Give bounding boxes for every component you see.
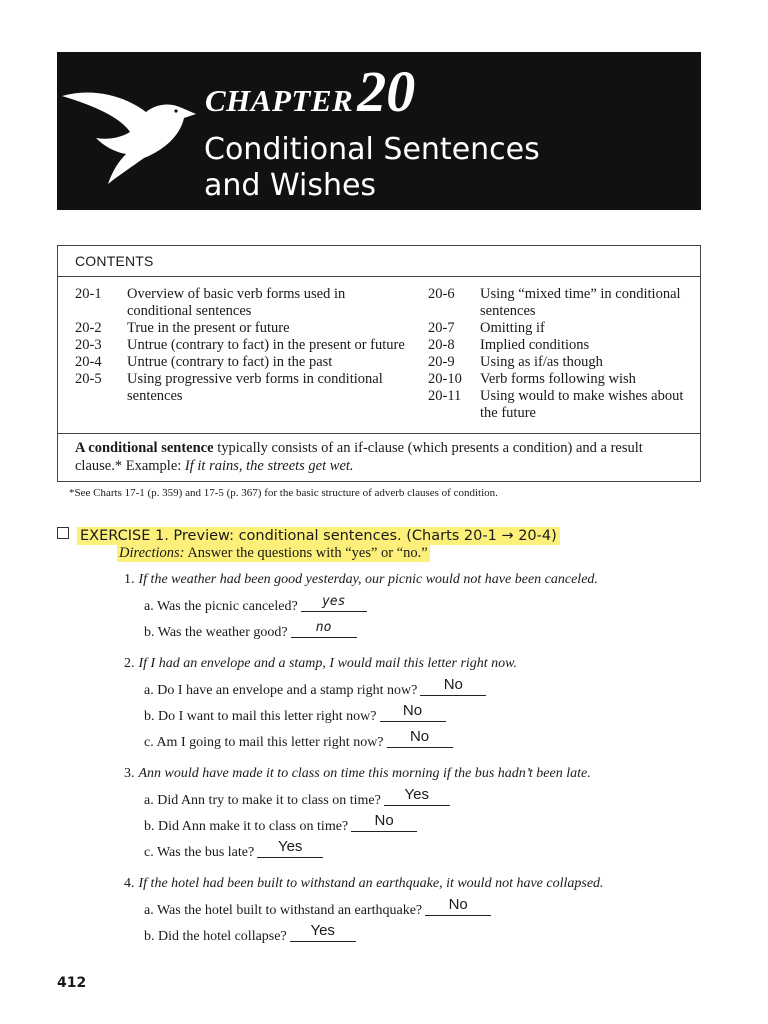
answer-value: Yes — [310, 922, 335, 939]
toc-text: Using “mixed time” in conditional sentences — [480, 286, 681, 319]
question-number: 4. — [124, 876, 135, 891]
question-number: 1. — [124, 572, 135, 587]
toc-text: Using progressive verb forms in conditional sentences — [127, 371, 383, 404]
answer-blank[interactable] — [420, 676, 486, 696]
toc-item — [428, 337, 698, 354]
answer-row — [144, 594, 367, 615]
chapter-word: CHAPTER — [205, 83, 354, 118]
toc-text: Using would to make wishes about the future — [480, 388, 684, 421]
toc-number: 20-3 — [75, 337, 102, 353]
toc-number: 20-6 — [428, 286, 455, 302]
definition-divider — [58, 433, 700, 434]
question-2 — [124, 656, 517, 672]
toc-text: Omitting if — [480, 320, 545, 336]
answer-value: No — [374, 812, 394, 829]
toc-item — [428, 286, 698, 320]
answer-blank[interactable] — [290, 922, 356, 942]
chapter-title-line1: Conditional Sentences — [204, 132, 540, 167]
toc-number: 20-7 — [428, 320, 455, 336]
definition-body: typically consists of an if-clause (which presents a condition) and a result clause.* Example: — [75, 440, 643, 474]
definition-example: If it rains, the streets get wet. — [184, 458, 354, 474]
footnote: *See Charts 17-1 (p. 359) and 17-5 (p. 367) for the basic structure of adverb clauses of condition. — [69, 487, 498, 499]
answer-label: c. Am I going to mail this letter right now? — [144, 735, 384, 750]
answer-blank[interactable] — [384, 786, 450, 806]
toc-text: Untrue (contrary to fact) in the past — [127, 354, 333, 370]
toc-number: 20-4 — [75, 354, 102, 370]
question-4 — [124, 876, 604, 892]
question-text: If I had an envelope and a stamp, I would mail this letter right now. — [138, 656, 517, 671]
question-3 — [124, 766, 591, 782]
exercise-title: EXERCISE 1. Preview: conditional sentences. (Charts 20-1 → 20-4) — [77, 527, 560, 545]
answer-value: Yes — [404, 786, 430, 803]
answer-value: No — [409, 728, 430, 745]
toc-item — [75, 371, 405, 405]
answer-value: no — [315, 620, 332, 635]
directions-label: Directions: — [119, 545, 185, 561]
definition-text — [75, 439, 685, 475]
question-text: Ann would have made it to class on time this morning if the bus hadn’t been late. — [138, 766, 591, 781]
answer-blank[interactable] — [351, 812, 417, 832]
toc-item — [75, 337, 405, 354]
contents-heading: CONTENTS — [75, 253, 154, 269]
toc-text: Untrue (contrary to fact) in the present or future — [127, 337, 405, 353]
answer-blank[interactable] — [425, 896, 491, 916]
toc-number: 20-11 — [428, 388, 462, 404]
answer-value: Yes — [277, 838, 303, 855]
toc-item — [428, 371, 698, 388]
toc-item — [428, 354, 698, 371]
answer-label: a. Was the hotel built to withstand an earthquake? — [144, 903, 423, 918]
toc-number: 20-10 — [428, 371, 462, 387]
answer-row — [144, 702, 446, 725]
answer-row — [144, 922, 356, 945]
answer-row — [144, 676, 486, 699]
chapter-label — [205, 58, 415, 125]
toc-item — [75, 286, 405, 320]
question-number: 2. — [124, 656, 135, 671]
answer-label: a. Do I have an envelope and a stamp right now? — [144, 683, 418, 698]
answer-label: c. Was the bus late? — [144, 845, 255, 860]
toc-text: Implied conditions — [480, 337, 590, 353]
toc-number: 20-1 — [75, 286, 102, 302]
answer-row — [144, 728, 453, 751]
answer-label: a. Was the picnic canceled? — [144, 599, 298, 614]
definition-term: A conditional sentence — [75, 440, 214, 456]
question-text: If the weather had been good yesterday, our picnic would not have been canceled. — [138, 572, 598, 587]
page-number: 412 — [57, 975, 87, 991]
chapter-title-line2: and Wishes — [204, 168, 377, 203]
answer-row — [144, 812, 417, 835]
toc-item — [428, 320, 698, 337]
answer-row — [144, 786, 450, 809]
answer-blank[interactable] — [301, 594, 367, 612]
toc-number: 20-9 — [428, 354, 455, 370]
chapter-number: 20 — [357, 59, 416, 124]
toc-text: Overview of basic verb forms used in conditional sentences — [127, 286, 346, 319]
question-text: If the hotel had been built to withstand an earthquake, it would not have collapsed. — [138, 876, 604, 891]
contents-box — [57, 245, 701, 482]
answer-blank[interactable] — [257, 838, 323, 858]
exercise-checkbox[interactable] — [57, 527, 69, 539]
toc-text: Using as if/as though — [480, 354, 603, 370]
toc-left-column — [75, 286, 405, 405]
toc-text: Verb forms following wish — [480, 371, 636, 387]
answer-label: b. Did the hotel collapse? — [144, 929, 287, 944]
answer-label: b. Was the weather good? — [144, 625, 288, 640]
bird-logo-icon — [60, 86, 200, 186]
contents-header — [58, 246, 700, 277]
toc-number: 20-8 — [428, 337, 455, 353]
answer-value: No — [402, 702, 423, 719]
chapter-title — [204, 132, 540, 204]
exercise-header — [57, 527, 560, 545]
answer-row — [144, 896, 491, 919]
answer-label: b. Do I want to mail this letter right now? — [144, 709, 377, 724]
toc-item — [428, 388, 698, 422]
answer-value: yes — [321, 594, 346, 609]
toc-number: 20-2 — [75, 320, 102, 336]
answer-row — [144, 620, 357, 641]
answer-value: No — [443, 676, 463, 693]
answer-label: a. Did Ann try to make it to class on time? — [144, 793, 381, 808]
answer-label: b. Did Ann make it to class on time? — [144, 819, 349, 834]
answer-blank[interactable] — [291, 620, 357, 638]
answer-value: No — [448, 896, 468, 913]
exercise-directions — [117, 545, 430, 562]
answer-blank[interactable] — [380, 702, 446, 722]
answer-row — [144, 838, 323, 861]
answer-blank[interactable] — [387, 728, 453, 748]
toc-item — [75, 320, 405, 337]
toc-item — [75, 354, 405, 371]
directions-text: Answer the questions with “yes” or “no.” — [184, 545, 428, 561]
question-1 — [124, 572, 598, 588]
toc-right-column — [428, 286, 698, 422]
question-number: 3. — [124, 766, 135, 781]
toc-number: 20-5 — [75, 371, 102, 387]
toc-text: True in the present or future — [127, 320, 290, 336]
